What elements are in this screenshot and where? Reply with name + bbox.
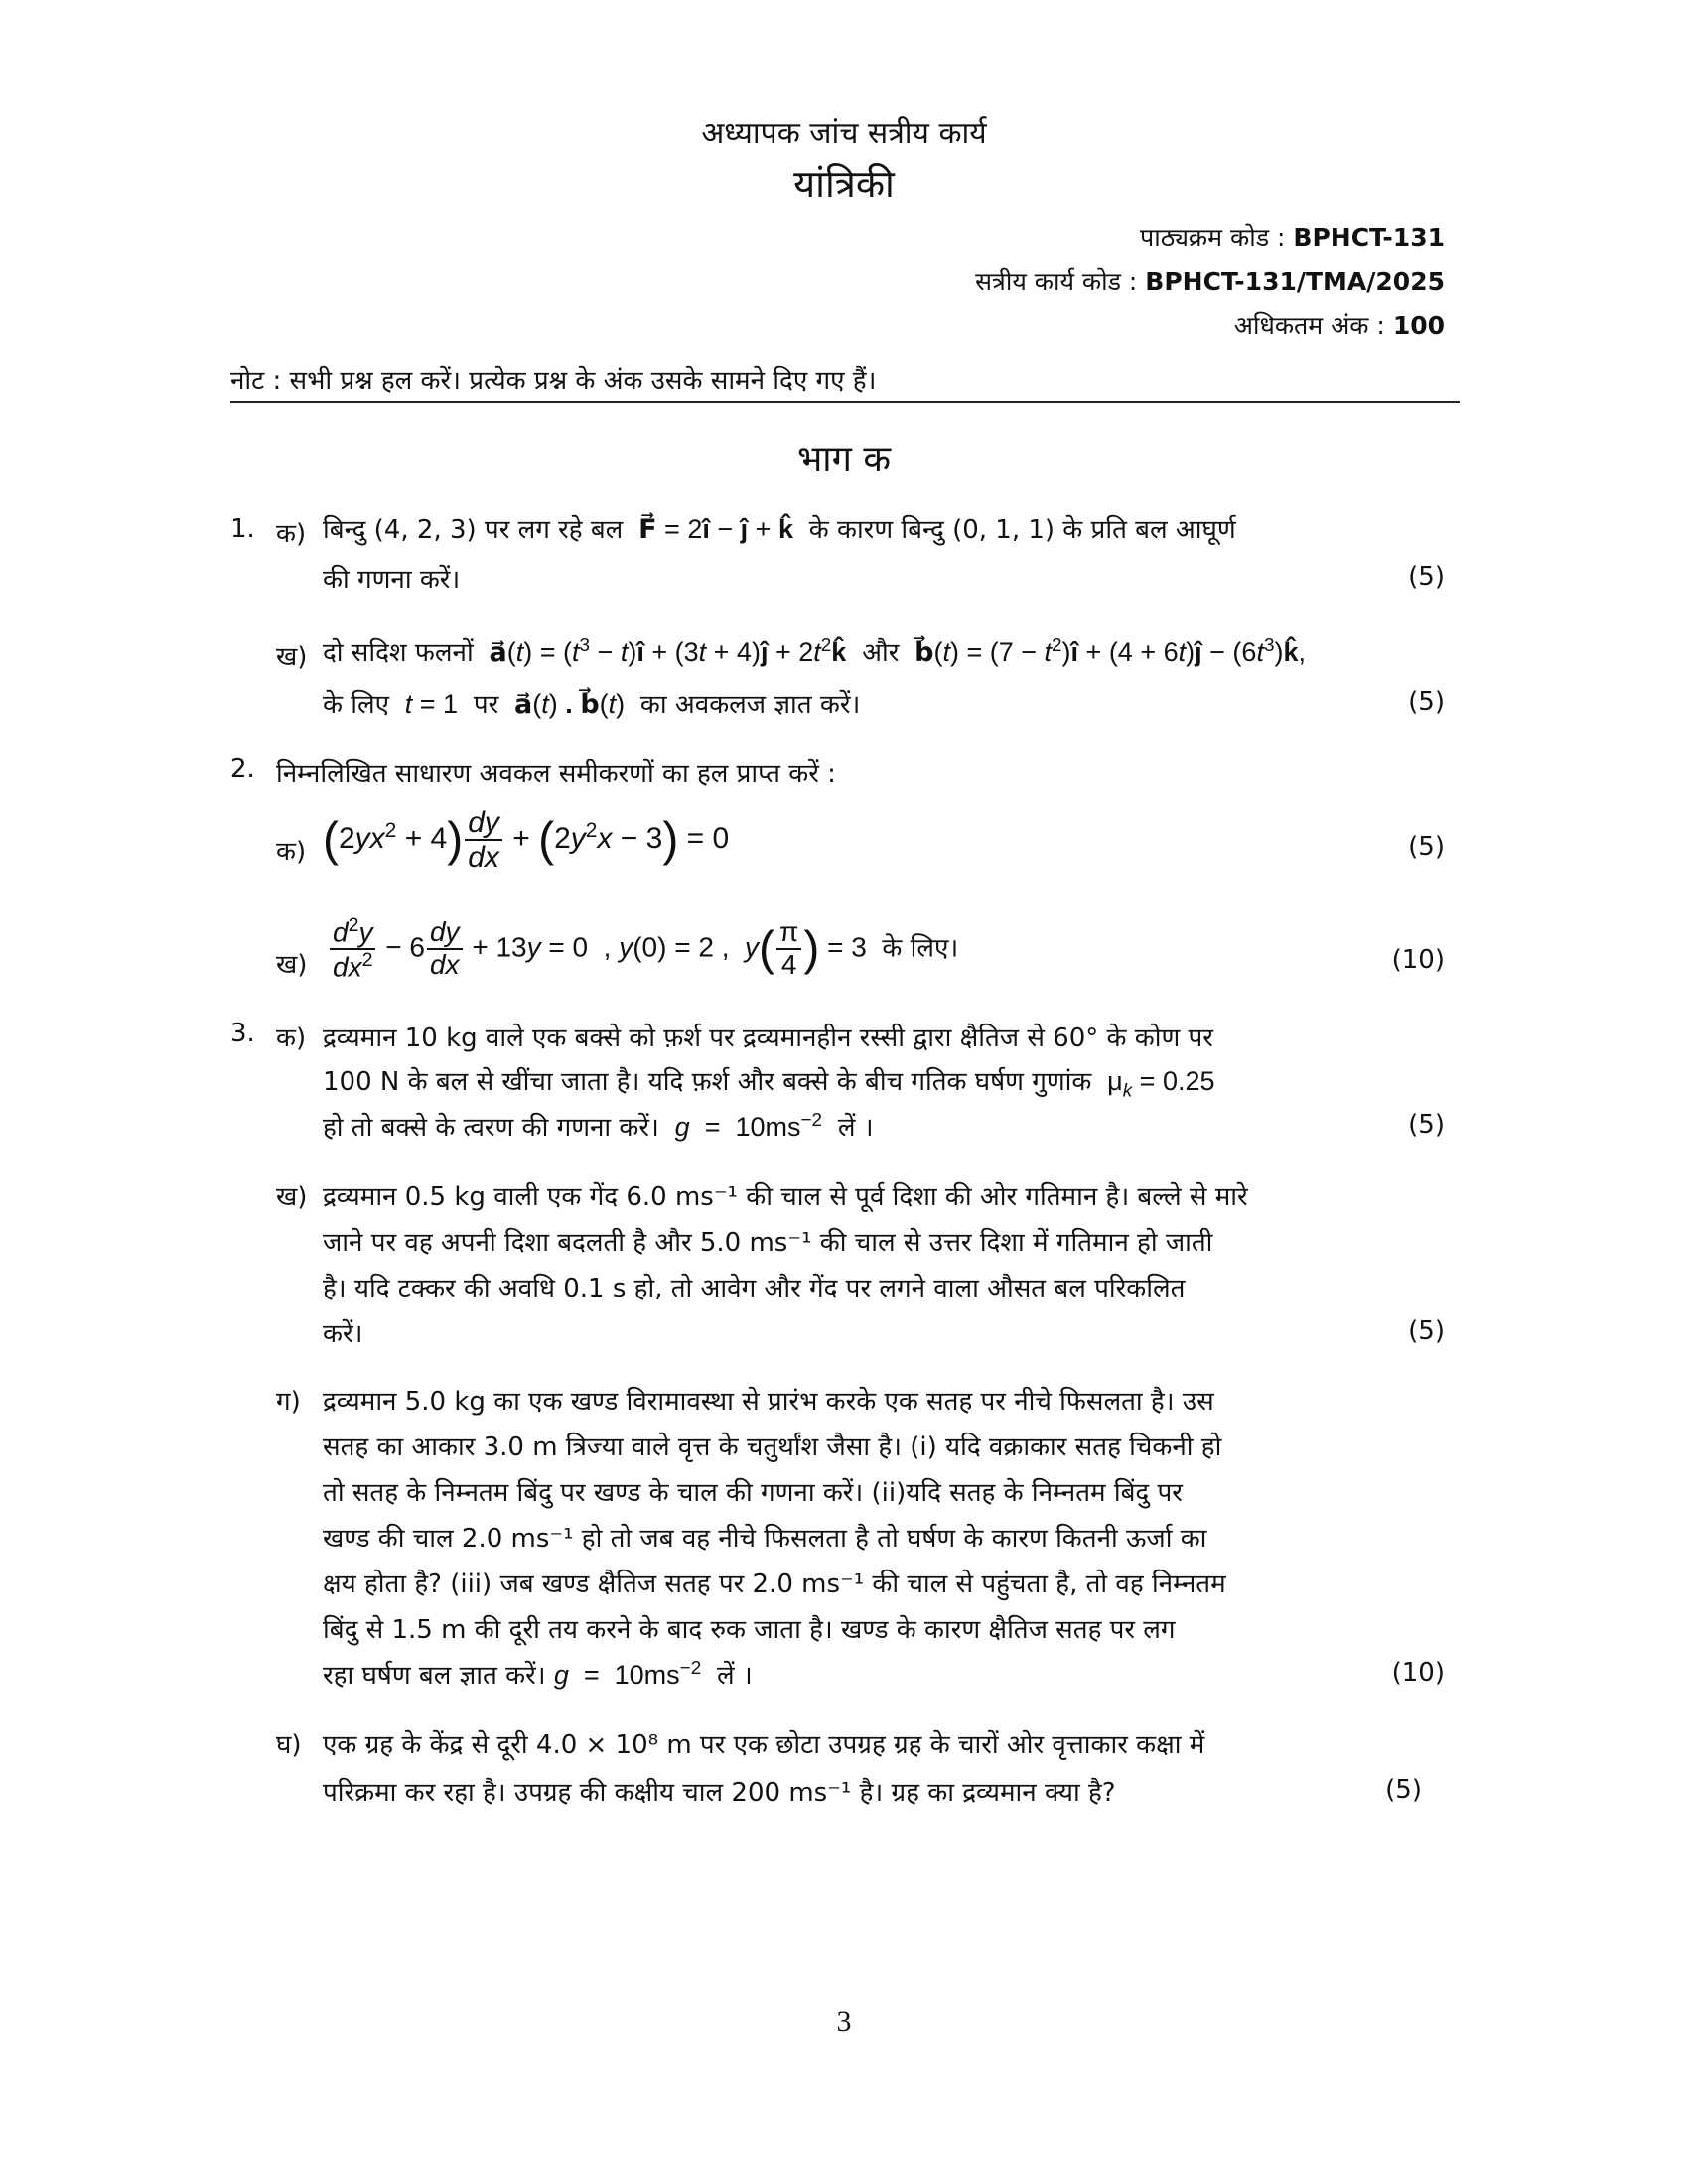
equation-2a: $(2yx^2 + 4)$ $\frac{dy}{dx}$ + $(2y^2x - 3) = 0$ xyxy=(323,806,730,874)
question-1a-label: क) xyxy=(276,519,307,549)
question-2a-marks: (5) xyxy=(1408,832,1445,862)
vector-b-expression: b⃗(t) = $(7 - t^2)î + (4$ + 6t)ĵ − $(6t^3)k̂$, xyxy=(914,635,1307,667)
course-code-line xyxy=(1140,220,1445,254)
question-3-number: 3. xyxy=(230,1019,255,1048)
question-1b-line2: के लिए t = 1 पर a⃗(t) . b⃗(t) का अवकलज ज्ञात करें। xyxy=(323,689,861,720)
note-text: नोट : सभी प्रश्न हल करें। प्रत्येक प्रश्न के अंक उसके सामने दिए गए हैं। xyxy=(230,366,877,396)
question-2-number: 2. xyxy=(230,754,255,784)
question-3c-line3: तो सतह के निम्नतम बिंदु पर खण्ड के चाल की गणना करें। (ii)यदि सतह के निम्नतम बिंदु पर xyxy=(323,1478,1183,1508)
question-3b-line2: जाने पर वह अपनी दिशा बदलती है और 5.0 ms⁻¹ की चाल से उत्तर दिशा में गतिमान हो जाती xyxy=(323,1228,1213,1258)
assignment-code-line xyxy=(975,264,1445,298)
question-3b-marks: (5) xyxy=(1408,1316,1445,1346)
max-marks-line xyxy=(1234,308,1445,341)
course-code-label: पाठ्यक्रम कोड : xyxy=(1140,223,1286,252)
question-3c-line6: बिंदु से 1.5 m की दूरी तय करने के बाद रुक जाता है। खण्ड के कारण क्षैतिज सतह पर लग xyxy=(323,1615,1176,1645)
force-vector-expression: F⃗ = 2î − ĵ + k̂ xyxy=(638,514,793,544)
equation-2b: $\frac{d^2y}{dx^2}$ − 6 $\frac{dy}{dx}$ + 13y = 0 , y(0) = 2 , y( $\frac{\pi}{4}$ ) = 3 के लिए। xyxy=(328,915,958,983)
assignment-code: BPHCT-131/TMA/2025 xyxy=(1145,267,1445,296)
question-3c-line7: रहा घर्षण बल ज्ञात करें। $g = 10ms^{-2}$ लें । xyxy=(323,1658,753,1691)
question-3b-line4: करें। xyxy=(323,1319,363,1349)
question-3a-line1: द्रव्यमान 10 kg वाले एक बक्से को फ़र्श पर द्रव्यमानहीन रस्सी द्वारा क्षैतिज से 60° के कोण पर xyxy=(323,1024,1213,1053)
question-1-number: 1. xyxy=(230,514,255,544)
max-marks: 100 xyxy=(1392,311,1445,340)
question-2b-label: ख) xyxy=(276,950,308,980)
question-3a-line3: हो तो बक्से के त्वरण की गणना करें। $g = 10ms^{-2}$ लें । xyxy=(323,1110,874,1143)
question-3d-marks: (5) xyxy=(1385,1775,1422,1805)
question-3b-line1: द्रव्यमान 0.5 kg वाली एक गेंद 6.0 ms⁻¹ की चाल से पूर्व दिशा की ओर गतिमान है। बल्ले से मारे xyxy=(323,1182,1248,1212)
question-3a-marks: (5) xyxy=(1408,1110,1445,1140)
course-code: BPHCT-131 xyxy=(1293,223,1445,252)
question-2b-marks: (10) xyxy=(1391,945,1445,975)
question-3d-line2: परिक्रमा कर रहा है। उपग्रह की कक्षीय चाल 200 ms⁻¹ है। ग्रह का द्रव्यमान क्या है? xyxy=(323,1778,1116,1808)
question-3c-line5: क्षय होता है? (iii) जब खण्ड क्षैतिज सतह पर 2.0 ms⁻¹ की चाल से पहुंचता है, तो वह निम्नतम xyxy=(323,1570,1226,1599)
question-1a-line1: बिन्दु (4, 2, 3) पर लग रहे बल F⃗ = 2î − ĵ + k̂ के कारण बिन्दु (0, 1, 1) के प्रति बल आघूर्ण xyxy=(323,514,1236,545)
dot-product-expression: a⃗(t) . b⃗(t) xyxy=(514,689,633,719)
question-3c-line1: द्रव्यमान 5.0 kg का एक खण्ड विरामावस्था से प्रारंभ करके एक सतह पर नीचे फिसलता है। उस xyxy=(323,1387,1214,1417)
page-number: 3 xyxy=(836,2005,852,2038)
question-1b-line1: दो सदिश फलनों a⃗(t) = ($t^3$ − t)î + (3t + 4)ĵ + $2t^2k̂$ और b⃗(t) = $(7 - t^2)î + (4$ + 6t)ĵ − $(6t^3)k̂$, xyxy=(323,635,1307,668)
header-divider xyxy=(230,401,1460,403)
question-3c-label: ग) xyxy=(276,1387,301,1417)
question-2-intro: निम्नलिखित साधारण अवकल समीकरणों का हल प्राप्त करें : xyxy=(276,759,836,789)
question-3d-line1: एक ग्रह के केंद्र से दूरी 4.0 × 10⁸ m पर एक छोटा उपग्रह ग्रह के चारों ओर वृत्ताकार कक्षा में xyxy=(323,1730,1205,1760)
question-3c-marks: (10) xyxy=(1391,1658,1445,1688)
question-3a-line2: 100 N के बल से खींचा जाता है। यदि फ़र्श और बक्से के बीच गतिक घर्षण गुणांक $\mu_k = 0.25$ xyxy=(323,1066,1215,1102)
max-marks-label: अधिकतम अंक : xyxy=(1233,311,1385,340)
question-3b-label: ख) xyxy=(276,1182,308,1212)
question-3d-label: घ) xyxy=(276,1730,302,1760)
question-3c-line2: सतह का आकार 3.0 m त्रिज्या वाले वृत्त के चतुर्थांश जैसा है। (i) यदि वक्राकार सतह चिकनी हो xyxy=(323,1433,1222,1462)
subject-title: यांत्रिकी xyxy=(793,162,895,205)
question-3c-line4: खण्ड की चाल 2.0 ms⁻¹ हो तो जब वह नीचे फिसलता है तो घर्षण के कारण कितनी ऊर्जा का xyxy=(323,1524,1207,1554)
question-2a-label: क) xyxy=(276,837,307,867)
assignment-title: अध्यापक जांच सत्रीय कार्य xyxy=(701,116,987,151)
question-1b-marks: (5) xyxy=(1408,687,1445,717)
vector-a-expression: a⃗(t) = ($t^3$ − t)î + (3t + 4)ĵ + $2t^2k̂$ xyxy=(489,635,847,667)
assignment-code-label: सत्रीय कार्य कोड : xyxy=(975,267,1138,296)
section-title: भाग क xyxy=(797,439,891,479)
question-1a-line2: की गणना करें। xyxy=(323,565,461,595)
question-3b-line3: है। यदि टक्कर की अवधि 0.1 s हो, तो आवेग और गेंद पर लगने वाला औसत बल परिकलित xyxy=(323,1274,1186,1303)
question-1b-label: ख) xyxy=(276,642,308,672)
question-3a-label: क) xyxy=(276,1024,307,1053)
question-1a-marks: (5) xyxy=(1408,562,1445,592)
